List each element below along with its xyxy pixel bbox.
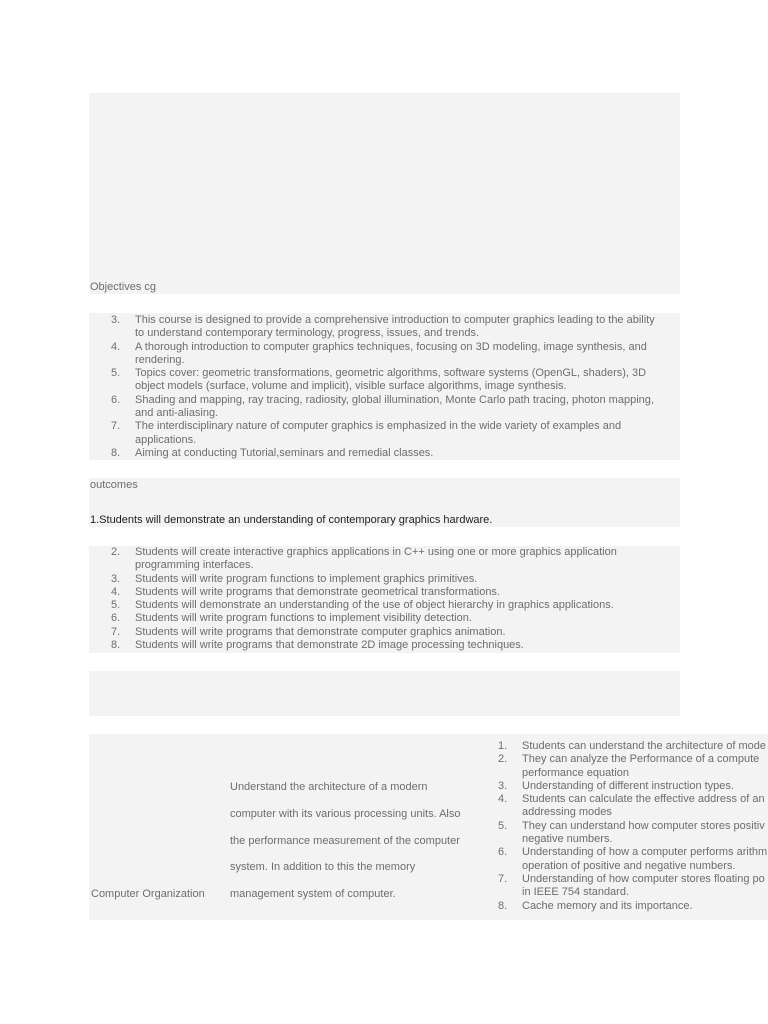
list-item: 6. Students will write program functions to implement visibility detection. <box>111 612 472 625</box>
course-outcomes-list <box>489 740 768 913</box>
list-item: 8. Cache memory and its importance. <box>498 899 693 912</box>
objective-line: system. In addition to this the memory <box>230 861 416 873</box>
list-item: 5. Students will demonstrate an understanding of the use of object hierarchy in graphics applications. <box>111 599 614 612</box>
top-blank-block <box>89 93 680 294</box>
course-outcomes-cell <box>489 740 768 920</box>
outcome-first-item: 1.Students will demonstrate an understanding of contemporary graphics hardware. <box>90 514 493 526</box>
list-item: 8. Aiming at conducting Tutorial,seminars and remedial classes. <box>111 446 434 459</box>
list-item: 7. Students will write programs that demonstrate computer graphics animation. <box>111 625 506 638</box>
table-row <box>89 734 768 920</box>
objective-line: the performance measurement of the computer <box>230 835 460 847</box>
list-item: 1. Students can understand the architecture of mode <box>498 740 766 752</box>
outcomes-block <box>89 546 680 653</box>
list-item: 2. They can analyze the Performance of a compute performance equation <box>498 753 760 779</box>
outcomes-heading-block <box>89 478 680 527</box>
blank-block <box>89 671 680 716</box>
list-item: 5. They can understand how computer stores positiv negative numbers. <box>498 819 765 846</box>
list-item: 4. Students can calculate the effective address of an addressing modes <box>498 793 765 819</box>
list-item: 2. Students will create interactive graphics applications in C++ using one or more graphics application programming interfaces. <box>111 546 617 572</box>
list-item: 7. The interdisciplinary nature of computer graphics is emphasized in the wide variety of examples and applications. <box>111 420 622 446</box>
objective-line: management system of computer. <box>230 888 396 900</box>
list-item: 6. Understanding of how a computer performs arithm operation of positive and negative numbers. <box>498 846 768 872</box>
objectives-heading: Objectives cg <box>90 281 157 293</box>
course-name: Computer Organization <box>91 888 205 900</box>
outcomes-list <box>89 546 680 652</box>
list-item: 4. A thorough introduction to computer graphics techniques, focusing on 3D modeling, image synthesis, and rendering. <box>111 340 647 366</box>
objective-line: Understand the architecture of a modern <box>230 781 428 793</box>
list-item: 3. This course is designed to provide a comprehensive introduction to computer graphics leading to the ability to understand contemporary terminology, progress, issues, and trends. <box>111 314 655 340</box>
list-item: 4. Students will write programs that demonstrate geometrical transformations. <box>111 585 500 598</box>
objectives-list <box>89 314 680 460</box>
list-item: 8. Students will write programs that demonstrate 2D image processing techniques. <box>111 639 524 652</box>
objectives-block <box>89 313 680 460</box>
list-item: 7. Understanding of how computer stores floating po in IEEE 754 standard. <box>498 872 765 899</box>
outcomes-heading: outcomes <box>90 479 138 491</box>
objective-line: computer with its various processing units. Also <box>230 808 461 820</box>
list-item: 5. Topics cover: geometric transformations, geometric algorithms, software systems (OpenGL, shaders), 3D object models (surface, volume and implicit), visible surface algorithms, image synthesis. <box>111 367 647 393</box>
list-item: 3. Understanding of different instruction types. <box>498 779 734 792</box>
list-item: 6. Shading and mapping, ray tracing, radiosity, global illumination, Monte Carlo path tracing, photon mapping, and anti-aliasing. <box>111 393 654 420</box>
list-item: 3. Students will write program functions to implement graphics primitives. <box>111 572 478 585</box>
